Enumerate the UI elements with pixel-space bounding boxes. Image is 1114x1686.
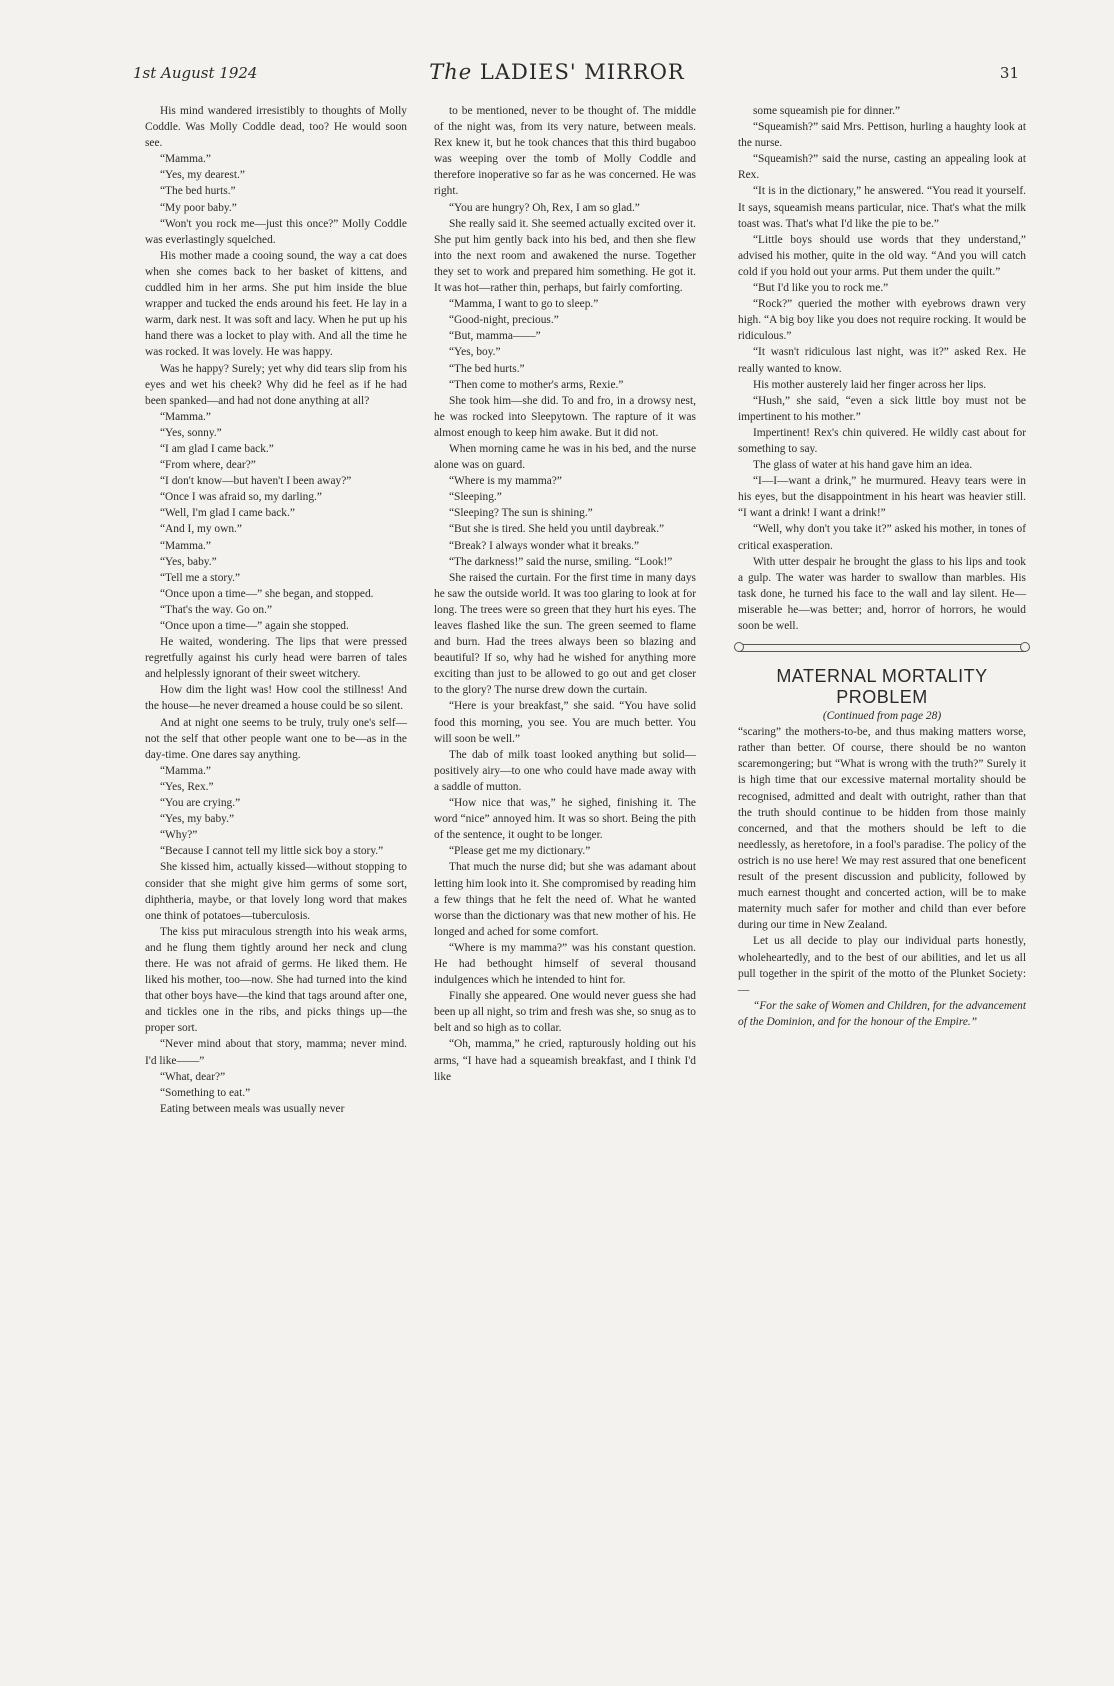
issue-date: 1st August 1924 bbox=[133, 64, 258, 82]
magazine-title bbox=[0, 60, 1114, 84]
paragraph: His mind wandered irresistibly to thoughts of Molly Coddle. Was Molly Coddle dead, too? He would soon see. bbox=[145, 105, 407, 150]
paragraph: “Good-night, precious.” bbox=[449, 314, 559, 327]
paragraph: “Yes, sonny.” bbox=[160, 426, 222, 439]
paragraph: “I don't know—but haven't I been away?” bbox=[160, 475, 352, 488]
paragraph: “Once upon a time—” she began, and stopped. bbox=[160, 587, 374, 600]
paragraph: “Rock?” queried the mother with eyebrows drawn very high. “A big boy like you does not require rocking. It would be ridiculous.” bbox=[738, 298, 1026, 343]
paragraph: “Mamma.” bbox=[160, 153, 211, 166]
paragraph: “You are hungry? Oh, Rex, I am so glad.” bbox=[449, 201, 640, 214]
paragraph: With utter despair he brought the glass to his lips and took a gulp. The water was harder to swallow than marbles. His task done, he turned his face to the wall and lay silent. He—miserable he—was better; and, horror of horrors, he would soon be well. bbox=[738, 555, 1026, 632]
title-the: The bbox=[429, 60, 473, 84]
paragraph: “Then come to mother's arms, Rexie.” bbox=[449, 378, 624, 391]
column-2 bbox=[434, 103, 696, 1085]
paragraph: “The bed hurts.” bbox=[160, 185, 236, 198]
paragraph: “I—I—want a drink,” he murmured. Heavy tears were in his eyes, but the disappointment in his heart was heavier still. “I want a drink! I want a drink!” bbox=[738, 475, 1026, 520]
paragraph: And at night one seems to be truly, truly one's self—not the self that other people want one to be—as in the day-time. One dares say anything. bbox=[145, 716, 407, 761]
paragraph: “How nice that was,” he sighed, finishing it. The word “nice” annoyed him. It was so short. Being the pith of the sentence, it ought to be longer. bbox=[434, 797, 696, 842]
section-divider bbox=[738, 644, 1026, 652]
paragraph: “Mamma.” bbox=[160, 539, 211, 552]
paragraph: some squeamish pie for dinner.” bbox=[753, 105, 901, 117]
paragraph: “You are crying.” bbox=[160, 797, 241, 810]
paragraph: Was he happy? Surely; yet why did tears slip from his eyes and wet his cheek? Why did he feel as if he had been spanked—and had not done anything at all? bbox=[145, 362, 407, 407]
paragraph: “Something to eat.” bbox=[160, 1086, 251, 1099]
paragraph: “Squeamish?” said Mrs. Pettison, hurling a haughty look at the nurse. bbox=[738, 121, 1026, 150]
paragraph: “From where, dear?” bbox=[160, 459, 256, 472]
paragraph: “Well, I'm glad I came back.” bbox=[160, 507, 295, 520]
paragraph: “Once upon a time—” again she stopped. bbox=[160, 620, 349, 632]
paragraph: She really said it. She seemed actually excited over it. She put him gently back into his bed, and then she flew into the next room and awakened the nurse. Together they set to work and prepared him something. He got it. It was hot—rather thin, perhaps, but fairly comforting. bbox=[434, 217, 696, 295]
paragraph: “Why?” bbox=[160, 829, 198, 842]
article-title-line1: MATERNAL MORTALITY bbox=[776, 666, 988, 687]
paragraph: “But she is tired. She held you until daybreak.” bbox=[449, 523, 665, 536]
paragraph: Finally she appeared. One would never guess she had been up all night, so trim and fresh was she, so snug as to belt and so high as to collar. bbox=[434, 990, 696, 1035]
paragraph: “Please get me my dictionary.” bbox=[449, 845, 591, 858]
column-3 bbox=[738, 103, 1026, 1030]
paragraph: “Here is your breakfast,” she said. “You have solid food this morning, you see. You are much better. You will soon be well.” bbox=[434, 700, 696, 745]
paragraph: “Won't you rock me—just this once?” Molly Coddle was everlastingly squelched. bbox=[145, 217, 407, 246]
paragraph: “Mamma.” bbox=[160, 764, 211, 777]
plunket-motto: “For the sake of Women and Children, for the advancement of the Dominion, and for the honour of the Empire.” bbox=[738, 999, 1026, 1028]
paragraph: “Sleeping? The sun is shining.” bbox=[449, 507, 593, 520]
paragraph: “But I'd like you to rock me.” bbox=[753, 282, 889, 295]
paragraph: Let us all decide to play our individual parts honestly, wholeheartedly, and to the best of our abilities, and let us all pull together in the spirit of the motto of the Plunket Society:— bbox=[738, 935, 1026, 996]
paragraph: “Because I cannot tell my little sick boy a story.” bbox=[160, 845, 384, 858]
paragraph: “Sleeping.” bbox=[449, 491, 502, 504]
paragraph: “I am glad I came back.” bbox=[160, 442, 274, 455]
paragraph: “Once I was afraid so, my darling.” bbox=[160, 491, 322, 504]
paragraph: “Tell me a story.” bbox=[160, 571, 241, 584]
paragraph: “Hush,” she said, “even a sick little boy must not be impertinent to his mother.” bbox=[738, 394, 1026, 423]
paragraph: “Little boys should use words that they understand,” advised his mother, quite in the old way. “And you will catch cold if you hold out your arms. Put them under the quilt.” bbox=[738, 233, 1026, 278]
paragraph: His mother made a cooing sound, the way a cat does when she comes back to her basket of kittens, and cuddled him in her arms. She put him inside the blue wrapper and tucked the ends around his feet. He lay in a warm, dark nest. It was soft and lacy. When he put up his hand there was a locket to play with. And all the time he was rocked. It was lovely. He was happy. bbox=[145, 249, 407, 359]
paragraph: “Where is my mamma?” was his constant question. He had bethought himself of several thousand indulgences which he intended to hint for. bbox=[434, 941, 696, 987]
paragraph: “And I, my own.” bbox=[160, 523, 242, 536]
paragraph: “scaring” the mothers-to-be, and thus making matters worse, rather than better. Of course, there should be no wanton scaremongering; but “What is wrong with the truth?” Surely it is high time that our excessive maternal mortality should be recognised, admitted and dealt with outright, rather than that the truth should continue to be hidden from those mainly concerned, and that the mothers should be left to die needlessly, as heretofore, in a fool's paradise. The policy of the ostrich is no use here! We may rest assured that one beneficent result of the present discussion and publicity, followed by much earnest thought and concerted action, will be to make maternity much safer for mother and child than ever before during our time in New Zealand. bbox=[738, 726, 1026, 932]
paragraph: Impertinent! Rex's chin quivered. He wildly cast about for something to say. bbox=[738, 426, 1026, 455]
column-1 bbox=[145, 103, 407, 1117]
paragraph: “Yes, my baby.” bbox=[160, 813, 235, 826]
paragraph: “What, dear?” bbox=[160, 1070, 226, 1083]
paragraph: She raised the curtain. For the first time in many days he saw the outside world. It was too glaring to look at for long. The trees were so green that they hurt his eyes. The leaves flashed like the sun. The green seemed to flame and burn. Had the trees always been so blazing and beautiful? If so, why had he wished for anything more exciting than just to be allowed to go out and get closer to the glory? The nurse drew down the curtain. bbox=[434, 571, 696, 697]
paragraph: “Where is my mamma?” bbox=[449, 475, 562, 488]
paragraph: When morning came he was in his bed, and the nurse alone was on guard. bbox=[434, 442, 696, 472]
paragraph: “But, mamma——” bbox=[449, 330, 541, 343]
paragraph: “That's the way. Go on.” bbox=[160, 603, 273, 616]
article-title bbox=[738, 666, 1026, 708]
paragraph: She took him—she did. To and fro, in a drowsy nest, he was rocked into Sleepytown. The rapture of it was almost enough to keep him awake. But it did not. bbox=[434, 394, 696, 439]
paragraph: “Oh, mamma,” he cried, rapturously holding out his arms, “I have had a squeamish breakfast, and I think I'd like bbox=[434, 1038, 696, 1083]
paragraph: “The darkness!” said the nurse, smiling. “Look!” bbox=[449, 555, 673, 568]
paragraph: “Yes, Rex.” bbox=[160, 780, 214, 793]
paragraph: “The bed hurts.” bbox=[449, 362, 525, 375]
paragraph: “Yes, my dearest.” bbox=[160, 169, 245, 182]
article-title-line2: PROBLEM bbox=[836, 687, 928, 708]
paragraph: “Never mind about that story, mamma; never mind. I'd like——” bbox=[145, 1038, 407, 1067]
paragraph: “Well, why don't you take it?” asked his mother, in tones of critical exasperation. bbox=[738, 523, 1026, 552]
paragraph: How dim the light was! How cool the stillness! And the house—he never dreamed a house could be so silent. bbox=[145, 684, 407, 713]
paragraph: The dab of milk toast looked anything but solid—positively airy—to one who could have made away with a saddle of mutton. bbox=[434, 748, 696, 793]
continued-note: (Continued from page 28) bbox=[822, 710, 942, 723]
paragraph: “Mamma.” bbox=[160, 410, 211, 423]
page-number: 31 bbox=[999, 64, 1019, 82]
paragraph: “It wasn't ridiculous last night, was it?” asked Rex. He really wanted to know. bbox=[738, 346, 1026, 375]
paragraph: “Break? I always wonder what it breaks.” bbox=[449, 539, 640, 552]
paragraph: “Yes, boy.” bbox=[449, 346, 501, 359]
paragraph: Eating between meals was usually never bbox=[160, 1102, 345, 1115]
paragraph: That much the nurse did; but she was adamant about letting him look into it. She compromised by reading him a few things that he felt the need of. What he wanted worse than the dictionary was that new mother of his. He longed and ached for some comfort. bbox=[434, 861, 696, 938]
paragraph: His mother austerely laid her finger across her lips. bbox=[753, 378, 987, 391]
paragraph: She kissed him, actually kissed—without stopping to consider that she might give him germs of some sort, diphtheria, maybe, or that lovely long word that makes one think of potatoes—tuberculosis. bbox=[145, 861, 407, 922]
paragraph: He waited, wondering. The lips that were pressed regretfully against his curly head were barren of tales and helplessly ignorant of their sweet witchery. bbox=[145, 636, 407, 681]
paragraph: The kiss put miraculous strength into his weak arms, and he flung them tightly around her neck and clung there. He was not afraid of germs. He liked them. He liked his mother, too—now. She had turned into the kind that other boys have—the kind that tags around after one, and tickles one in the ribs, and picks things up—the proper sort. bbox=[145, 925, 407, 1035]
paragraph: “It is in the dictionary,” he answered. “You read it yourself. It says, squeamish means particular, nice. That's what the milk toast was. That's what I'd like the pie to be.” bbox=[738, 185, 1026, 230]
paragraph: “Mamma, I want to go to sleep.” bbox=[449, 298, 599, 311]
paragraph: “Yes, baby.” bbox=[160, 555, 217, 568]
paragraph: “Squeamish?” said the nurse, casting an appealing look at Rex. bbox=[738, 153, 1026, 182]
paragraph: to be mentioned, never to be thought of. The middle of the night was, from its very nature, between meals. Rex knew it, but he took chances that this third bugaboo was weeping over the tomb of Molly Coddle and therefore inoperative so far as he was concerned. He was right. bbox=[434, 105, 696, 198]
paragraph: The glass of water at his hand gave him an idea. bbox=[753, 459, 973, 472]
title-main: LADIES' MIRROR bbox=[479, 60, 685, 84]
paragraph: “My poor baby.” bbox=[160, 201, 237, 214]
page-header bbox=[0, 58, 1114, 98]
